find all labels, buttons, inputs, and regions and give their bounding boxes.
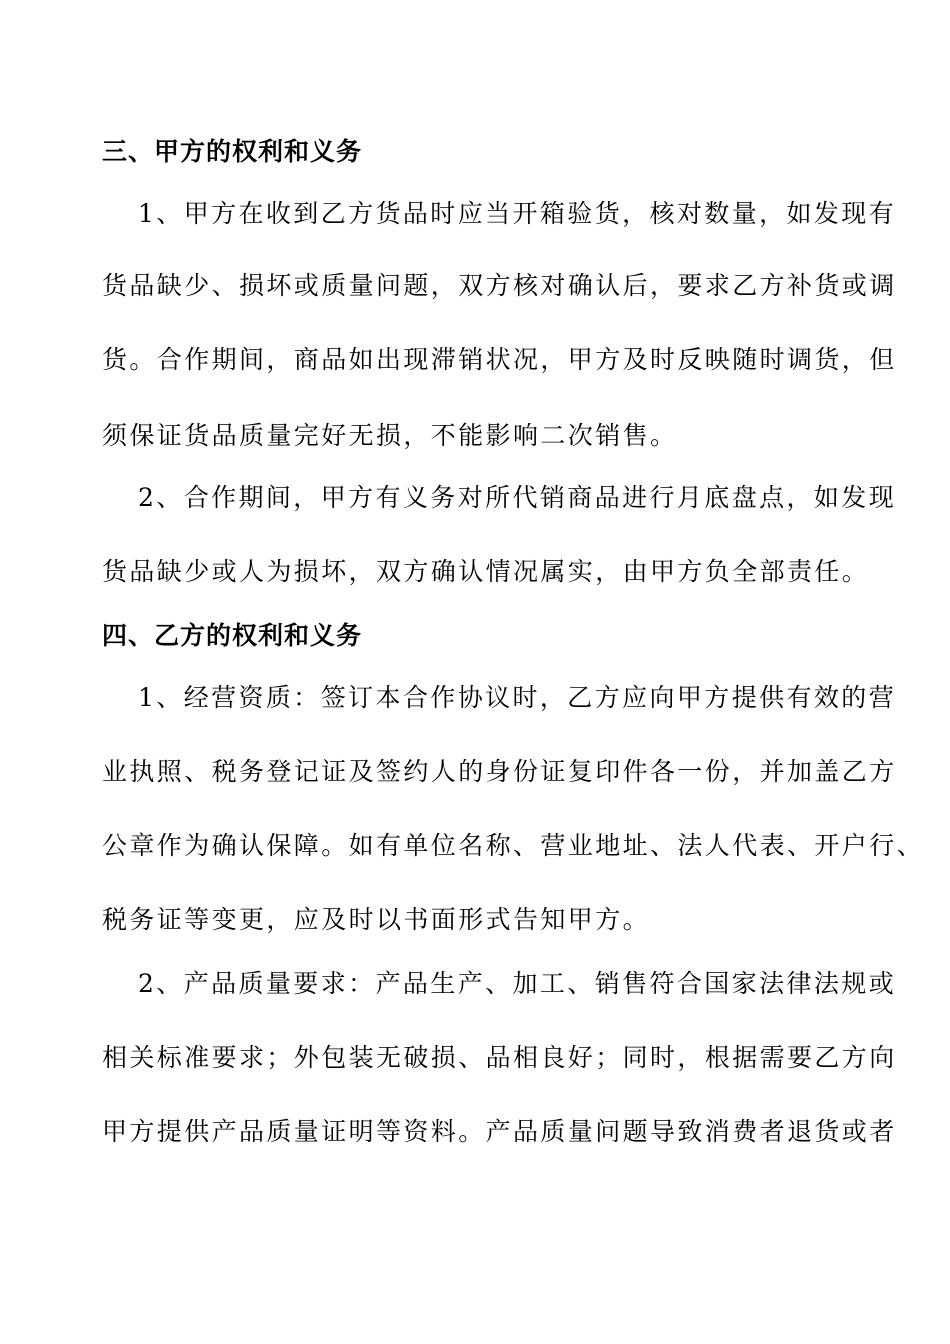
section-3-line-1: 1、甲方在收到乙方货品时应当开箱验货，核对数量，如发现有	[138, 199, 897, 228]
section-3-heading: 三、甲方的权利和义务	[102, 137, 363, 166]
section-3-line-6: 货品缺少或人为损坏，双方确认情况属实，由甲方负全部责任。	[102, 557, 870, 586]
section-3-line-5: 2、合作期间，甲方有义务对所代销商品进行月底盘点，如发现	[138, 483, 897, 512]
section-4-line-3: 公章作为确认保障。如有单位名称、营业地址、法人代表、开户行、	[102, 831, 925, 860]
section-4-line-7: 甲方提供产品质量证明等资料。产品质量问题导致消费者退货或者	[102, 1117, 897, 1146]
section-3-line-3: 货。合作期间，商品如出现滞销状况，甲方及时反映随时调货，但	[102, 345, 897, 374]
section-4-heading: 四、乙方的权利和义务	[102, 621, 363, 650]
section-4-line-5: 2、产品质量要求：产品生产、加工、销售符合国家法律法规或	[138, 969, 897, 998]
section-4-line-2: 业执照、税务登记证及签约人的身份证复印件各一份，并加盖乙方	[102, 757, 897, 786]
section-3-line-2: 货品缺少、损坏或质量问题，双方核对确认后，要求乙方补货或调	[102, 271, 897, 300]
section-4-line-6: 相关标准要求；外包装无破损、品相良好；同时，根据需要乙方向	[102, 1043, 897, 1072]
section-3-line-4: 须保证货品质量完好无损，不能影响二次销售。	[102, 421, 678, 450]
section-4-line-1: 1、经营资质：签订本合作协议时，乙方应向甲方提供有效的营	[138, 683, 897, 712]
section-4-line-4: 税务证等变更，应及时以书面形式告知甲方。	[102, 905, 651, 934]
